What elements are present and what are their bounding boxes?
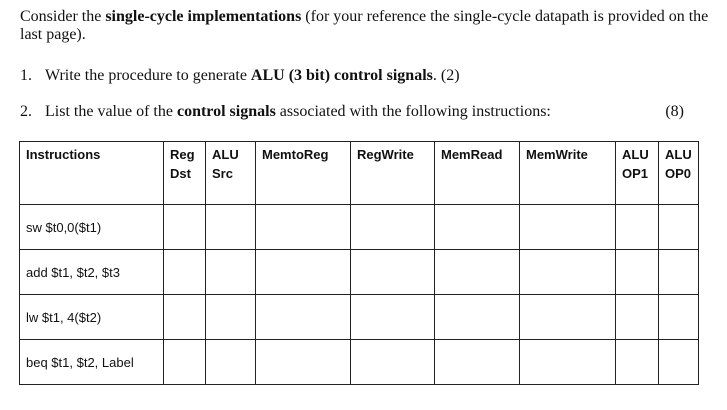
answer-cell[interactable]: [256, 340, 351, 385]
answer-cell[interactable]: [351, 250, 435, 295]
answer-cell[interactable]: [659, 205, 699, 250]
question-1: [20, 67, 460, 85]
answer-cell[interactable]: [659, 250, 699, 295]
header-alusrc: ALU Src: [206, 142, 256, 205]
intro-text-1: Consider the: [20, 8, 106, 25]
answer-cell[interactable]: [435, 295, 520, 340]
answer-cell[interactable]: [616, 250, 659, 295]
header-memtoreg: MemtoReg: [256, 142, 351, 205]
question-1-text: Write the procedure to generate: [45, 67, 251, 84]
answer-cell[interactable]: [256, 295, 351, 340]
question-2-number: 2.: [20, 103, 32, 120]
answer-cell[interactable]: [435, 340, 520, 385]
intro-paragraph: [20, 8, 712, 44]
intro-text-2: (for your reference the single-cycle datapath is provided on the last page).: [20, 8, 709, 43]
header-instructions: Instructions: [20, 142, 164, 205]
answer-cell[interactable]: [206, 205, 256, 250]
control-signals-table: [19, 141, 699, 385]
question-1-bold: ALU (3 bit) control signals: [250, 67, 433, 84]
answer-cell[interactable]: [351, 205, 435, 250]
header-regwrite: RegWrite: [351, 142, 435, 205]
header-regdst: Reg Dst: [164, 142, 206, 205]
answer-cell[interactable]: [659, 340, 699, 385]
instruction-cell: add $t1, $t2, $t3: [20, 250, 164, 295]
question-2-marks: (8): [665, 103, 684, 120]
question-2-bold: control signals: [176, 103, 276, 120]
question-2-suffix: associated with the following instructions:: [275, 103, 551, 120]
instruction-cell: lw $t1, 4($t2): [20, 295, 164, 340]
table-header-row: [20, 142, 699, 205]
answer-cell[interactable]: [520, 295, 616, 340]
question-2: [20, 103, 712, 121]
answer-cell[interactable]: [206, 340, 256, 385]
header-aluop1: ALU OP1: [616, 142, 659, 205]
table-row: [20, 205, 699, 250]
instruction-cell: sw $t0,0($t1): [20, 205, 164, 250]
answer-cell[interactable]: [164, 250, 206, 295]
answer-cell[interactable]: [435, 205, 520, 250]
answer-cell[interactable]: [164, 295, 206, 340]
question-2-text: List the value of the: [45, 103, 177, 120]
question-1-number: 1.: [20, 67, 32, 84]
header-memwrite: MemWrite: [520, 142, 616, 205]
answer-cell[interactable]: [256, 205, 351, 250]
answer-cell[interactable]: [616, 340, 659, 385]
answer-cell[interactable]: [659, 295, 699, 340]
table-row: [20, 250, 699, 295]
answer-cell[interactable]: [520, 205, 616, 250]
table-row: [20, 340, 699, 385]
answer-cell[interactable]: [520, 340, 616, 385]
header-memread: MemRead: [435, 142, 520, 205]
answer-cell[interactable]: [206, 295, 256, 340]
answer-cell[interactable]: [164, 205, 206, 250]
answer-cell[interactable]: [164, 340, 206, 385]
answer-cell[interactable]: [616, 295, 659, 340]
answer-cell[interactable]: [206, 250, 256, 295]
table-row: [20, 295, 699, 340]
question-1-suffix: . (2): [432, 67, 460, 84]
answer-cell[interactable]: [351, 295, 435, 340]
intro-bold: single-cycle implementations: [105, 8, 302, 25]
answer-cell[interactable]: [520, 250, 616, 295]
answer-cell[interactable]: [435, 250, 520, 295]
instruction-cell: beq $t1, $t2, Label: [20, 340, 164, 385]
answer-cell[interactable]: [256, 250, 351, 295]
header-aluop0: ALU OP0: [659, 142, 699, 205]
answer-cell[interactable]: [616, 205, 659, 250]
answer-cell[interactable]: [351, 340, 435, 385]
